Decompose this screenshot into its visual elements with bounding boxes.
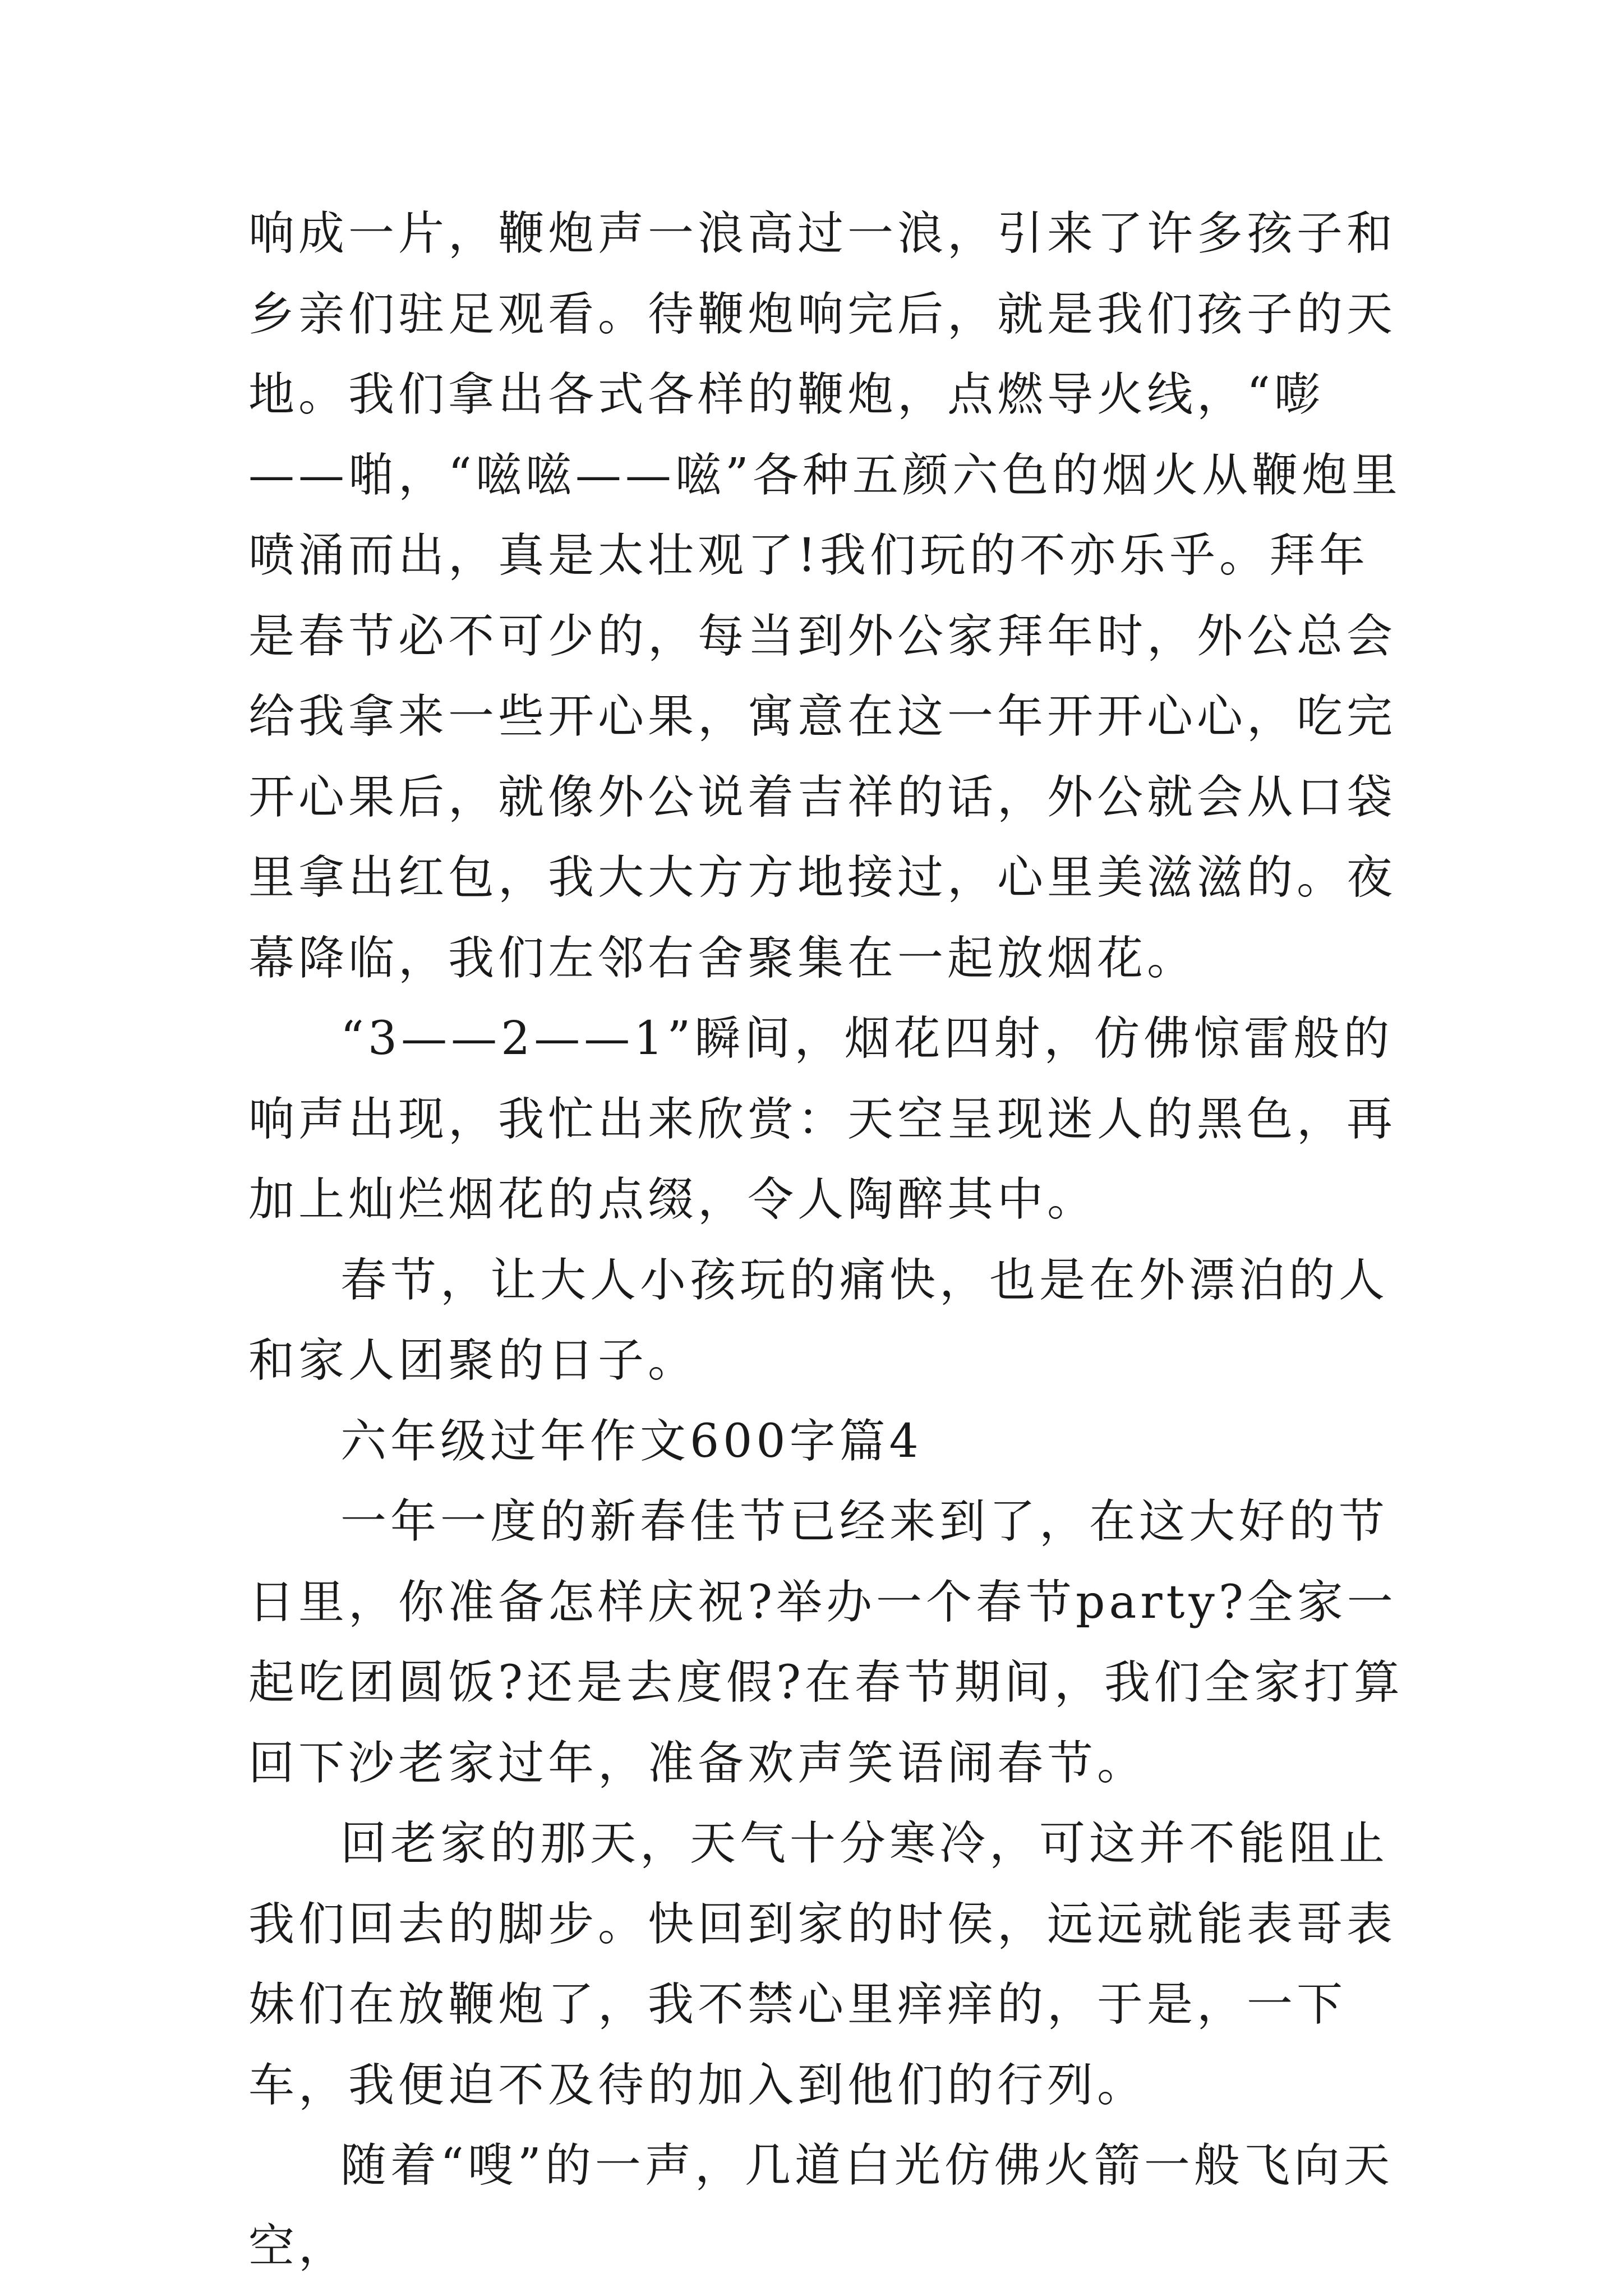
- paragraph-fireworks: 随着“嗖”的一声，几道白光仿佛火箭一般飞向天空，: [248, 2139, 1394, 2273]
- essay-body: [248, 194, 1415, 2286]
- paragraph-countdown: “3——2——1”瞬间，烟花四射，仿佛惊雷般的响声出现，我忙出来欣赏：天空呈现迷人的黑色，再加上灿烂烟花的点缀，令人陶醉其中。: [248, 1012, 1397, 1226]
- section-heading: 六年级过年作文600字篇4: [340, 1414, 923, 1468]
- paragraph-spring-festival: 春节，让大人小孩玩的痛快，也是在外漂泊的人和家人团聚的日子。: [248, 1253, 1389, 1387]
- paragraph-continuation: 响成一片，鞭炮声一浪高过一浪，引来了许多孩子和乡亲们驻足观看。待鞭炮响完后，就是我们孩子的天地。我们拿出各式各样的鞭炮，点燃导火线，“嘭——啪，“嗞嗞——嗞”各种五颜六色的烟火从鞭炮里喷涌而出，真是太壮观了!我们玩的不亦乐乎。拜年是春节必不可少的，每当到外公家拜年时，外公总会给我拿来一些开心果，寓意在这一年开开心心，吃完开心果后，就像外公说着吉祥的话，外公就会从口袋里拿出红包，我大大方方地接过，心里美滋滋的。夜幕降临，我们左邻右舍聚集在一起放烟花。: [248, 207, 1401, 985]
- paragraph-new-year: 一年一度的新春佳节已经来到了，在这大好的节日里，你准备怎样庆祝?举办一个春节party?全家一起吃团圆饭?还是去度假?在春节期间，我们全家打算回下沙老家过年，准备欢声笑语闹春节。: [248, 1495, 1404, 1790]
- paragraph-hometown: 回老家的那天，天气十分寒冷，可这并不能阻止我们回去的脚步。快回到家的时侯，远远就能表哥表妹们在放鞭炮了，我不禁心里痒痒的，于是，一下车，我便迫不及待的加入到他们的行列。: [248, 1817, 1397, 2112]
